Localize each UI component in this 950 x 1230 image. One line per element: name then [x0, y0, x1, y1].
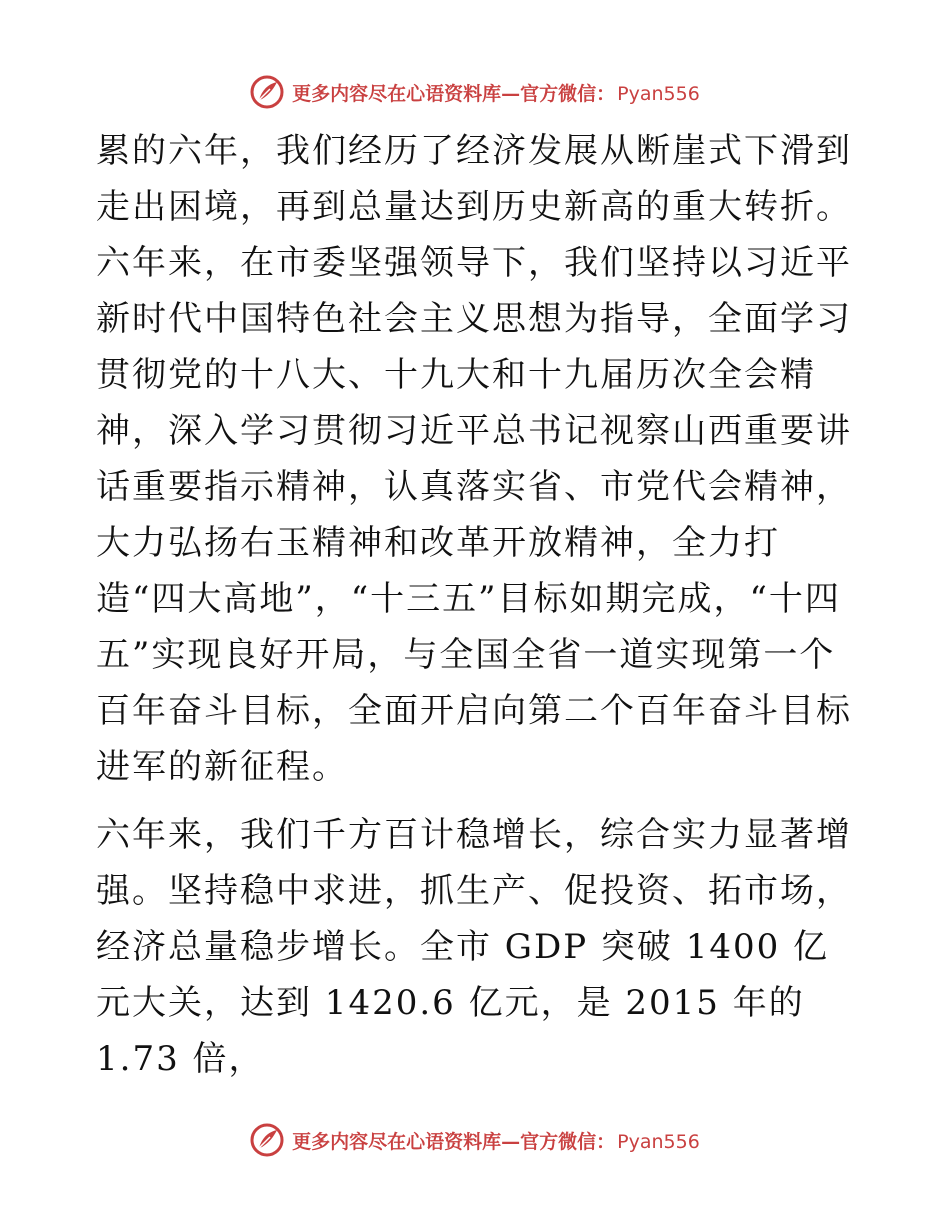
- paragraph-1: 累的六年，我们经历了经济发展从断崖式下滑到走出困境，再到总量达到历史新高的重大转折。六年来，在市委坚强领导下，我们坚持以习近平新时代中国特色社会主义思想为指导，全面学习贯彻党的十八大、十九大和十九届历次全会精神，深入学习贯彻习近平总书记视察山西重要讲话重要指示精神，认真落实省、市党代会精神，大力弘扬右玉精神和改革开放精神，全力打造“四大高地”，“十三五”目标如期完成，“十四五”实现良好开局，与全国全省一道实现第一个百年奋斗目标，全面开启向第二个百年奋斗目标进军的新征程。: [96, 131, 852, 787]
- footer-watermark: [0, 1120, 950, 1160]
- header-watermark: [0, 72, 950, 112]
- document-body: [96, 123, 856, 1083]
- watermark-id: Pyan556: [617, 1130, 700, 1153]
- watermark-id: Pyan556: [617, 82, 700, 105]
- paragraph-2: 六年来，我们千方百计稳增长，综合实力显著增强。坚持稳中求进，抓生产、促投资、拓市场，经济总量稳步增长。全市 GDP 突破 1400 亿元大关，达到 1420.6 亿元，是 2015 年的 1.73 倍，: [96, 815, 852, 1079]
- watermark-text: 更多内容尽在心语资料库—官方微信： Pyan556: [292, 82, 700, 105]
- red-feather-logo-icon: [250, 1123, 284, 1157]
- red-feather-logo-icon: [250, 75, 284, 109]
- watermark-text: 更多内容尽在心语资料库—官方微信： Pyan556: [292, 1130, 700, 1153]
